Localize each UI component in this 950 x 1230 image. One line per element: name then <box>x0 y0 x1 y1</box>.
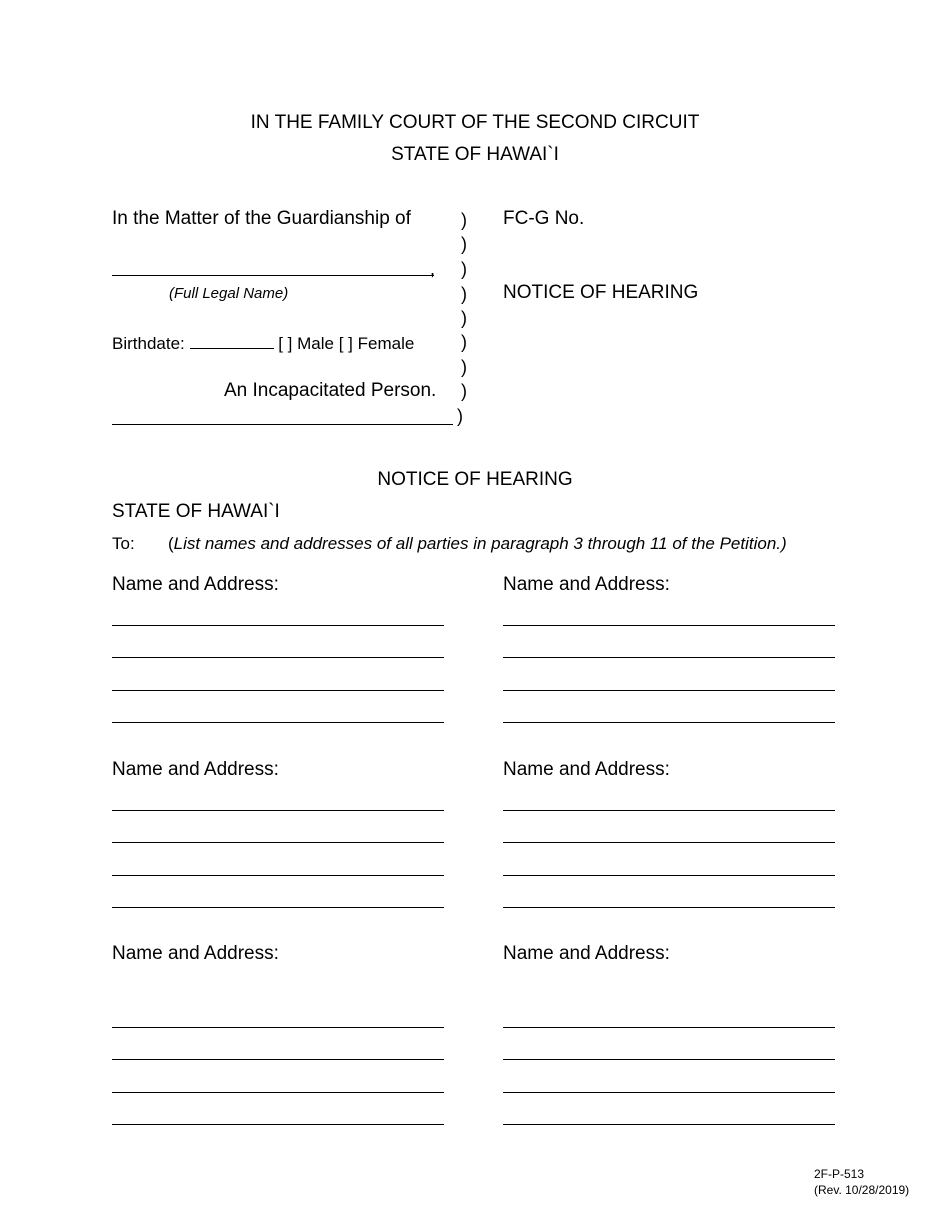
address-line[interactable] <box>112 625 444 626</box>
address-line[interactable] <box>503 722 835 723</box>
address-line[interactable] <box>503 690 835 691</box>
address-line[interactable] <box>112 907 444 908</box>
address-line[interactable] <box>112 810 444 811</box>
to-instruction-text: List names and addresses of all parties in paragraph 3 through 11 of the Petition.) <box>173 534 787 553</box>
address-line[interactable] <box>112 722 444 723</box>
state-label: STATE OF HAWAI`I <box>112 501 280 522</box>
birthdate-row <box>112 332 414 354</box>
caption-paren: ) <box>461 284 467 304</box>
address-line[interactable] <box>503 1124 835 1125</box>
caption-bottom-line <box>112 424 453 425</box>
caption-paren: ) <box>457 406 463 426</box>
address-line[interactable] <box>112 842 444 843</box>
matter-label: In the Matter of the Guardianship of <box>112 208 411 229</box>
address-line[interactable] <box>503 657 835 658</box>
address-line[interactable] <box>112 657 444 658</box>
caption-paren: ) <box>461 259 467 279</box>
caption-paren: ) <box>461 381 467 401</box>
form-revision: (Rev. 10/28/2019) <box>814 1183 910 1197</box>
caption-paren: ) <box>461 210 467 230</box>
male-checkbox[interactable]: [ ] <box>278 334 293 353</box>
full-legal-name-field[interactable] <box>112 275 434 276</box>
name-address-label: Name and Address: <box>112 943 279 964</box>
address-line[interactable] <box>112 875 444 876</box>
caption-paren: ) <box>461 357 467 377</box>
name-address-label: Name and Address: <box>112 759 279 780</box>
female-label: Female <box>357 334 415 353</box>
address-line[interactable] <box>503 625 835 626</box>
to-label: To: <box>112 534 135 553</box>
birthdate-label: Birthdate: <box>112 334 185 353</box>
document-title: NOTICE OF HEARING <box>503 282 699 303</box>
to-instruction-paren: ( <box>168 534 174 553</box>
male-label: Male <box>297 334 334 353</box>
court-name: IN THE FAMILY COURT OF THE SECOND CIRCUIT <box>250 112 700 133</box>
address-line[interactable] <box>503 810 835 811</box>
female-checkbox[interactable]: [ ] <box>338 334 353 353</box>
address-line[interactable] <box>503 1092 835 1093</box>
address-line[interactable] <box>503 907 835 908</box>
address-line[interactable] <box>112 1092 444 1093</box>
address-line[interactable] <box>503 875 835 876</box>
court-state: STATE OF HAWAI`I <box>391 144 559 165</box>
name-address-label: Name and Address: <box>112 574 279 595</box>
address-line[interactable] <box>112 1059 444 1060</box>
address-line[interactable] <box>503 1059 835 1060</box>
address-line[interactable] <box>112 1124 444 1125</box>
notice-heading: NOTICE OF HEARING <box>377 469 573 490</box>
address-line[interactable] <box>503 1027 835 1028</box>
incapacitated-person-label: An Incapacitated Person. <box>224 380 437 401</box>
form-number: 2F-P-513 <box>814 1167 865 1181</box>
address-line[interactable] <box>112 690 444 691</box>
full-legal-name-hint: (Full Legal Name) <box>169 285 289 302</box>
name-address-label: Name and Address: <box>503 574 670 595</box>
name-comma: , <box>430 259 436 279</box>
address-line[interactable] <box>503 842 835 843</box>
to-instruction <box>168 534 787 554</box>
case-number-label: FC-G No. <box>503 208 585 229</box>
birthdate-field[interactable] <box>190 332 274 349</box>
caption-paren: ) <box>461 332 467 352</box>
address-line[interactable] <box>112 1027 444 1028</box>
name-address-label: Name and Address: <box>503 759 670 780</box>
caption-paren: ) <box>461 308 467 328</box>
name-address-label: Name and Address: <box>503 943 670 964</box>
caption-paren: ) <box>461 234 467 254</box>
